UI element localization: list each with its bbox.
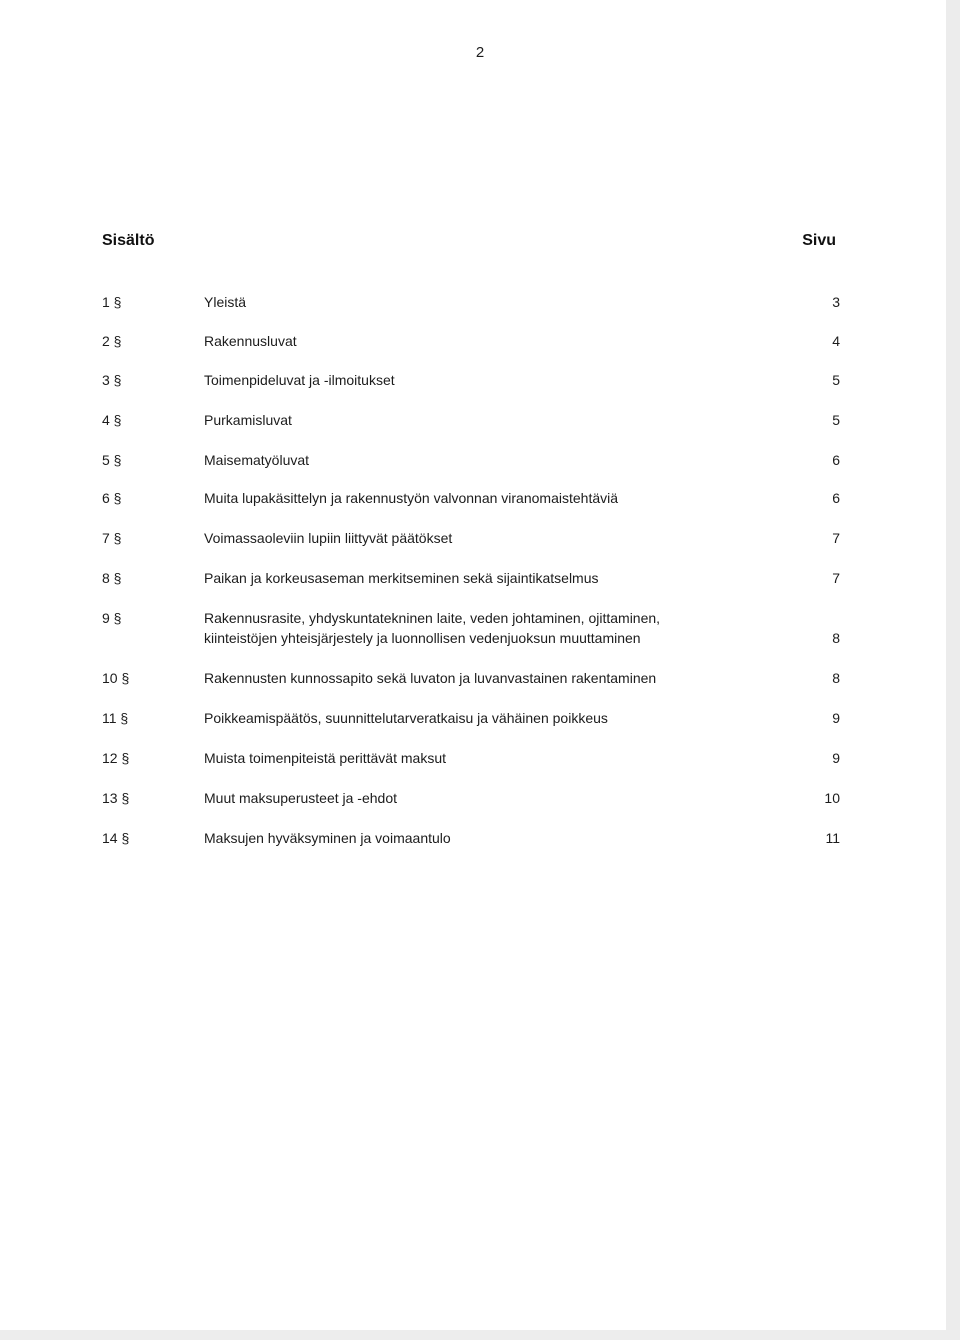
section-number: 3 § — [102, 372, 122, 388]
section-page: 7 — [832, 530, 840, 546]
section-title-line2: kiinteistöjen yhteisjärjestely ja luonnollisen vedenjuoksun muuttaminen — [204, 630, 641, 646]
page-bottom-shadow — [0, 1330, 960, 1340]
section-page: 9 — [832, 750, 840, 766]
page-column-heading: Sivu — [802, 232, 836, 249]
section-page: 10 — [824, 790, 840, 806]
page-edge-shadow — [946, 0, 960, 1340]
section-title: Maisematyöluvat — [204, 452, 310, 468]
section-title: Yleistä — [204, 294, 247, 310]
section-number: 4 § — [102, 412, 122, 428]
contents-heading: Sisältö — [102, 232, 155, 249]
section-title: Purkamisluvat — [204, 412, 292, 428]
section-title — [204, 608, 774, 648]
section-page: 5 — [832, 372, 840, 388]
section-number: 13 § — [102, 790, 130, 806]
section-number: 8 § — [102, 570, 122, 586]
section-number: 1 § — [102, 294, 122, 310]
page-number: 2 — [475, 44, 485, 61]
section-title: Rakennusluvat — [204, 333, 297, 349]
section-number: 7 § — [102, 530, 122, 546]
section-number: 12 § — [102, 750, 130, 766]
section-title: Toimenpideluvat ja -ilmoitukset — [204, 372, 395, 388]
section-number: 10 § — [102, 670, 130, 686]
section-title: Muut maksuperusteet ja -ehdot — [204, 790, 397, 806]
section-number: 11 § — [102, 710, 129, 726]
section-title: Muista toimenpiteistä perittävät maksut — [204, 750, 446, 766]
section-page: 6 — [832, 452, 840, 468]
section-number: 2 § — [102, 333, 122, 349]
section-title: Paikan ja korkeusaseman merkitseminen sekä sijaintikatselmus — [204, 570, 599, 586]
section-page: 3 — [832, 294, 840, 310]
section-number: 6 § — [102, 490, 122, 506]
section-page: 8 — [832, 630, 840, 646]
section-title: Poikkeamispäätös, suunnittelutarveratkaisu ja vähäinen poikkeus — [204, 710, 608, 726]
section-page: 4 — [832, 333, 840, 349]
section-number: 9 § — [102, 610, 122, 626]
section-title-line1: Rakennusrasite, yhdyskuntatekninen laite, veden johtaminen, ojittaminen, — [204, 610, 661, 626]
section-title: Muita lupakäsittelyn ja rakennustyön valvonnan viranomaistehtäviä — [204, 490, 619, 506]
section-title: Rakennusten kunnossapito sekä luvaton ja luvanvastainen rakentaminen — [204, 670, 657, 686]
section-number: 14 § — [102, 830, 130, 846]
section-page: 7 — [832, 570, 840, 586]
section-page: 11 — [825, 830, 840, 846]
section-page: 6 — [832, 490, 840, 506]
section-page: 5 — [832, 412, 840, 428]
section-page: 9 — [832, 710, 840, 726]
section-number: 5 § — [102, 452, 122, 468]
section-title: Maksujen hyväksyminen ja voimaantulo — [204, 830, 451, 846]
section-page: 8 — [832, 670, 840, 686]
section-title: Voimassaoleviin lupiin liittyvät päätökset — [204, 530, 453, 546]
